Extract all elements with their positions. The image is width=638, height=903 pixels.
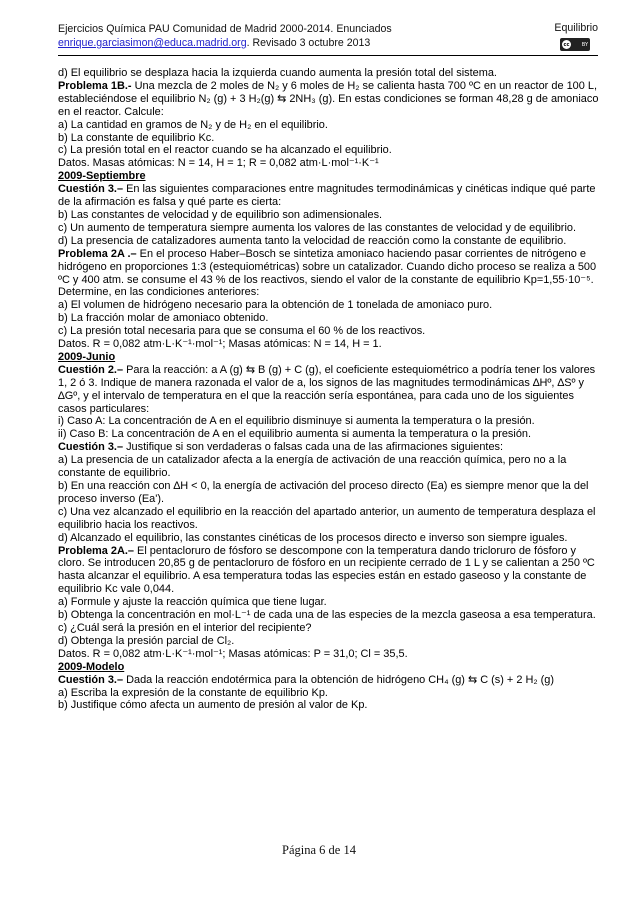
paragraph-text: Dada la reacción endotérmica para la obtención de hidrógeno CH₄ (g) ⇆ C (s) + 2 H₂ (g) <box>123 673 555 686</box>
paragraph-text: a) Escriba la expresión de la constante de equilibrio Kp. <box>58 686 328 699</box>
document-body <box>58 67 603 712</box>
text-line <box>58 635 603 648</box>
page-header <box>58 8 598 52</box>
paragraph-text: Datos. R = 0,082 atm·L·K⁻¹·mol⁻¹; Masas atómicas: N = 14, H = 1. <box>58 338 382 351</box>
paragraph-text: c) ¿Cuál será la presión en el interior del recipiente? <box>58 621 312 634</box>
text-line <box>58 648 603 661</box>
paragraph-text: El pentacloruro de fósforo se descompone con la temperatura dando tricloruro de fósforo y cloro. Se introducen 20,85 g de pentacloruro de fósforo en un recipiente cerrado de 1 L y se calientan a 250 ºC hasta alcanzar el equilibrio. A esa temperatura todas las especies están en estado gaseoso y la constante de equilibrio Kc vale 0,044. <box>58 544 595 596</box>
text-line <box>58 454 603 480</box>
paragraph-text: Para la reacción: a A (g) ⇆ B (g) + C (g), el coeficiente estequiométrico a podría tener los valores 1, 2 ó 3. Indique de manera razonada el valor de a, los signos de las magnitudes termodinámicas ∆Hº, ∆Sº y ∆Gº, y el intervalo de temperatura en el que la reacción sería espontánea, para cada uno de los siguientes casos particulares: <box>58 363 596 415</box>
cc-icon: cc <box>563 41 570 48</box>
exercise-label: Cuestión 3.– <box>58 183 124 196</box>
paragraph-text: En las siguientes comparaciones entre magnitudes termodinámicas y cinéticas indique qué parte de la afirmación es falsa y qué parte es cierta: <box>58 183 596 209</box>
paragraph-text: b) La fracción molar de amoniaco obtenido. <box>58 312 269 325</box>
paragraph-text: Una mezcla de 2 moles de N₂ y 6 moles de H₂ se calienta hasta 700 ºC en un reactor de 100 L, estableciéndose el equilibrio N₂ (g) + 3 H₂(g) ⇆ 2NH₃ (g). En estas condiciones se forman 48,28 g de amoniaco en el reactor. Calcule: <box>58 79 599 118</box>
text-line <box>58 428 603 441</box>
section-heading <box>58 661 603 674</box>
paragraph-text: En el proceso Haber–Bosch se sintetiza amoniaco haciendo pasar corrientes de nitrógeno e hidrógeno en proporciones 1:3 (estequiométricas) sobre un catalizador. Cuando dicho proceso se realiza a 500 ºC y 400 atm. se consume el 43 % de los reactivos, siendo el valor de la constante de equilibrio Kp=1,55·10⁻⁵. Determine, en las condiciones anteriores: <box>58 247 597 299</box>
paragraph-text: c) La presión total necesaria para que se consuma el 60 % de los reactivos. <box>58 325 426 338</box>
exercise-statement <box>58 248 603 300</box>
paragraph-text: b) Justifique cómo afecta un aumento de presión al valor de Kp. <box>58 699 368 712</box>
header-divider <box>58 55 598 56</box>
exam-session-title: 2009-Modelo <box>58 660 125 673</box>
text-line <box>58 312 603 325</box>
paragraph-text: d) Alcanzado el equilibrio, las constantes cinéticas de los procesos directo e inverso son siempre iguales. <box>58 531 568 544</box>
paragraph-text: d) La presencia de catalizadores aumenta tanto la velocidad de reacción como la constante de equilibrio. <box>58 234 567 247</box>
text-line <box>58 480 603 506</box>
exercise-label: Problema 2A .– <box>58 247 137 260</box>
paragraph-text: d) Obtenga la presión parcial de Cl₂. <box>58 634 235 647</box>
text-line <box>58 119 603 132</box>
paragraph-text: Datos. Masas atómicas: N = 14, H = 1; R = 0,082 atm·L·mol⁻¹·K⁻¹ <box>58 157 379 170</box>
topic-label: Equilibrio <box>554 22 598 34</box>
paragraph-text: b) Obtenga la concentración en mol·L⁻¹ de cada una de las especies de la mezcla gaseosa a esa temperatura. <box>58 609 596 622</box>
text-line <box>58 132 603 145</box>
paragraph-text: i) Caso A: La concentración de A en el equilibrio disminuye si aumenta la temperatura o la presión. <box>58 415 535 428</box>
exercise-statement <box>58 545 603 597</box>
text-line <box>58 144 603 157</box>
text-line <box>58 338 603 351</box>
text-line <box>58 209 603 222</box>
exercise-statement <box>58 364 603 416</box>
paragraph-text: Justifique si son verdaderas o falsas cada una de las afirmaciones siguientes: <box>123 441 504 454</box>
exercise-label: Cuestión 3.– <box>58 673 124 686</box>
paragraph-text: a) Formule y ajuste la reacción química que tiene lugar. <box>58 596 327 609</box>
author-line <box>58 36 370 50</box>
exercise-statement <box>58 441 603 454</box>
paragraph-text: b) En una reacción con ∆H < 0, la energía de activación del proceso directo (Ea) es siempre menor que la del proceso inverso (Ea'). <box>58 480 589 505</box>
text-line <box>58 235 603 248</box>
text-line <box>58 687 603 700</box>
text-line <box>58 532 603 545</box>
paragraph-text: b) La constante de equilibrio Kc. <box>58 131 215 144</box>
page-number: Página 6 de 14 <box>282 843 356 857</box>
text-line <box>58 325 603 338</box>
creative-commons-badge <box>560 38 590 51</box>
author-email-link[interactable]: enrique.garciasimon@educa.madrid.org <box>58 37 247 49</box>
text-line <box>58 699 603 712</box>
paragraph-text: c) Un aumento de temperatura siempre aumenta los valores de las constantes de velocidad y de equilibrio. <box>58 221 576 234</box>
text-line <box>58 157 603 170</box>
exam-session-title: 2009-Junio <box>58 350 116 363</box>
document-title: Ejercicios Química PAU Comunidad de Madrid 2000-2014. Enunciados <box>58 23 392 35</box>
section-heading <box>58 170 603 183</box>
section-heading <box>58 351 603 364</box>
paragraph-text: a) El volumen de hidrógeno necesario para la obtención de 1 tonelada de amoniaco puro. <box>58 299 493 312</box>
exercise-statement <box>58 674 603 687</box>
text-line <box>58 67 603 80</box>
paragraph-text: b) Las constantes de velocidad y de equilibrio son adimensionales. <box>58 208 383 221</box>
exercise-statement <box>58 183 603 209</box>
text-line <box>58 299 603 312</box>
paragraph-text: ii) Caso B: La concentración de A en el equilibrio aumenta si aumenta la temperatura o la presión. <box>58 428 532 441</box>
exercise-label: Cuestión 3.– <box>58 441 124 454</box>
text-line <box>58 222 603 235</box>
by-icon: BY <box>581 41 588 48</box>
text-line <box>58 609 603 622</box>
text-line <box>58 596 603 609</box>
text-line <box>58 415 603 428</box>
paragraph-text: Datos. R = 0,082 atm·L·K⁻¹·mol⁻¹; Masas atómicas: P = 31,0; Cl = 35,5. <box>58 647 408 660</box>
paragraph-text: d) El equilibrio se desplaza hacia la izquierda cuando aumenta la presión total del sistema. <box>58 67 497 79</box>
text-line <box>58 506 603 532</box>
paragraph-text: c) Una vez alcanzado el equilibrio en la reacción del apartado anterior, un aumento de temperatura desplaza el equilibrio hacia los reactivos. <box>58 505 596 531</box>
paragraph-text: a) La presencia de un catalizador afecta a la energía de activación de una reacción química, pero no a la constante de equilibrio. <box>58 454 567 480</box>
exam-session-title: 2009-Septiembre <box>58 170 146 183</box>
exercise-statement <box>58 80 603 119</box>
paragraph-text: a) La cantidad en gramos de N₂ y de H₂ en el equilibrio. <box>58 118 328 131</box>
exercise-label: Cuestión 2.– <box>58 363 124 376</box>
revision-note: . Revisado 3 octubre 2013 <box>246 37 371 49</box>
text-line <box>58 622 603 635</box>
paragraph-text: c) La presión total en el reactor cuando se ha alcanzado el equilibrio. <box>58 144 392 157</box>
exercise-label: Problema 1B.- <box>58 79 132 92</box>
exercise-label: Problema 2A.– <box>58 544 134 557</box>
